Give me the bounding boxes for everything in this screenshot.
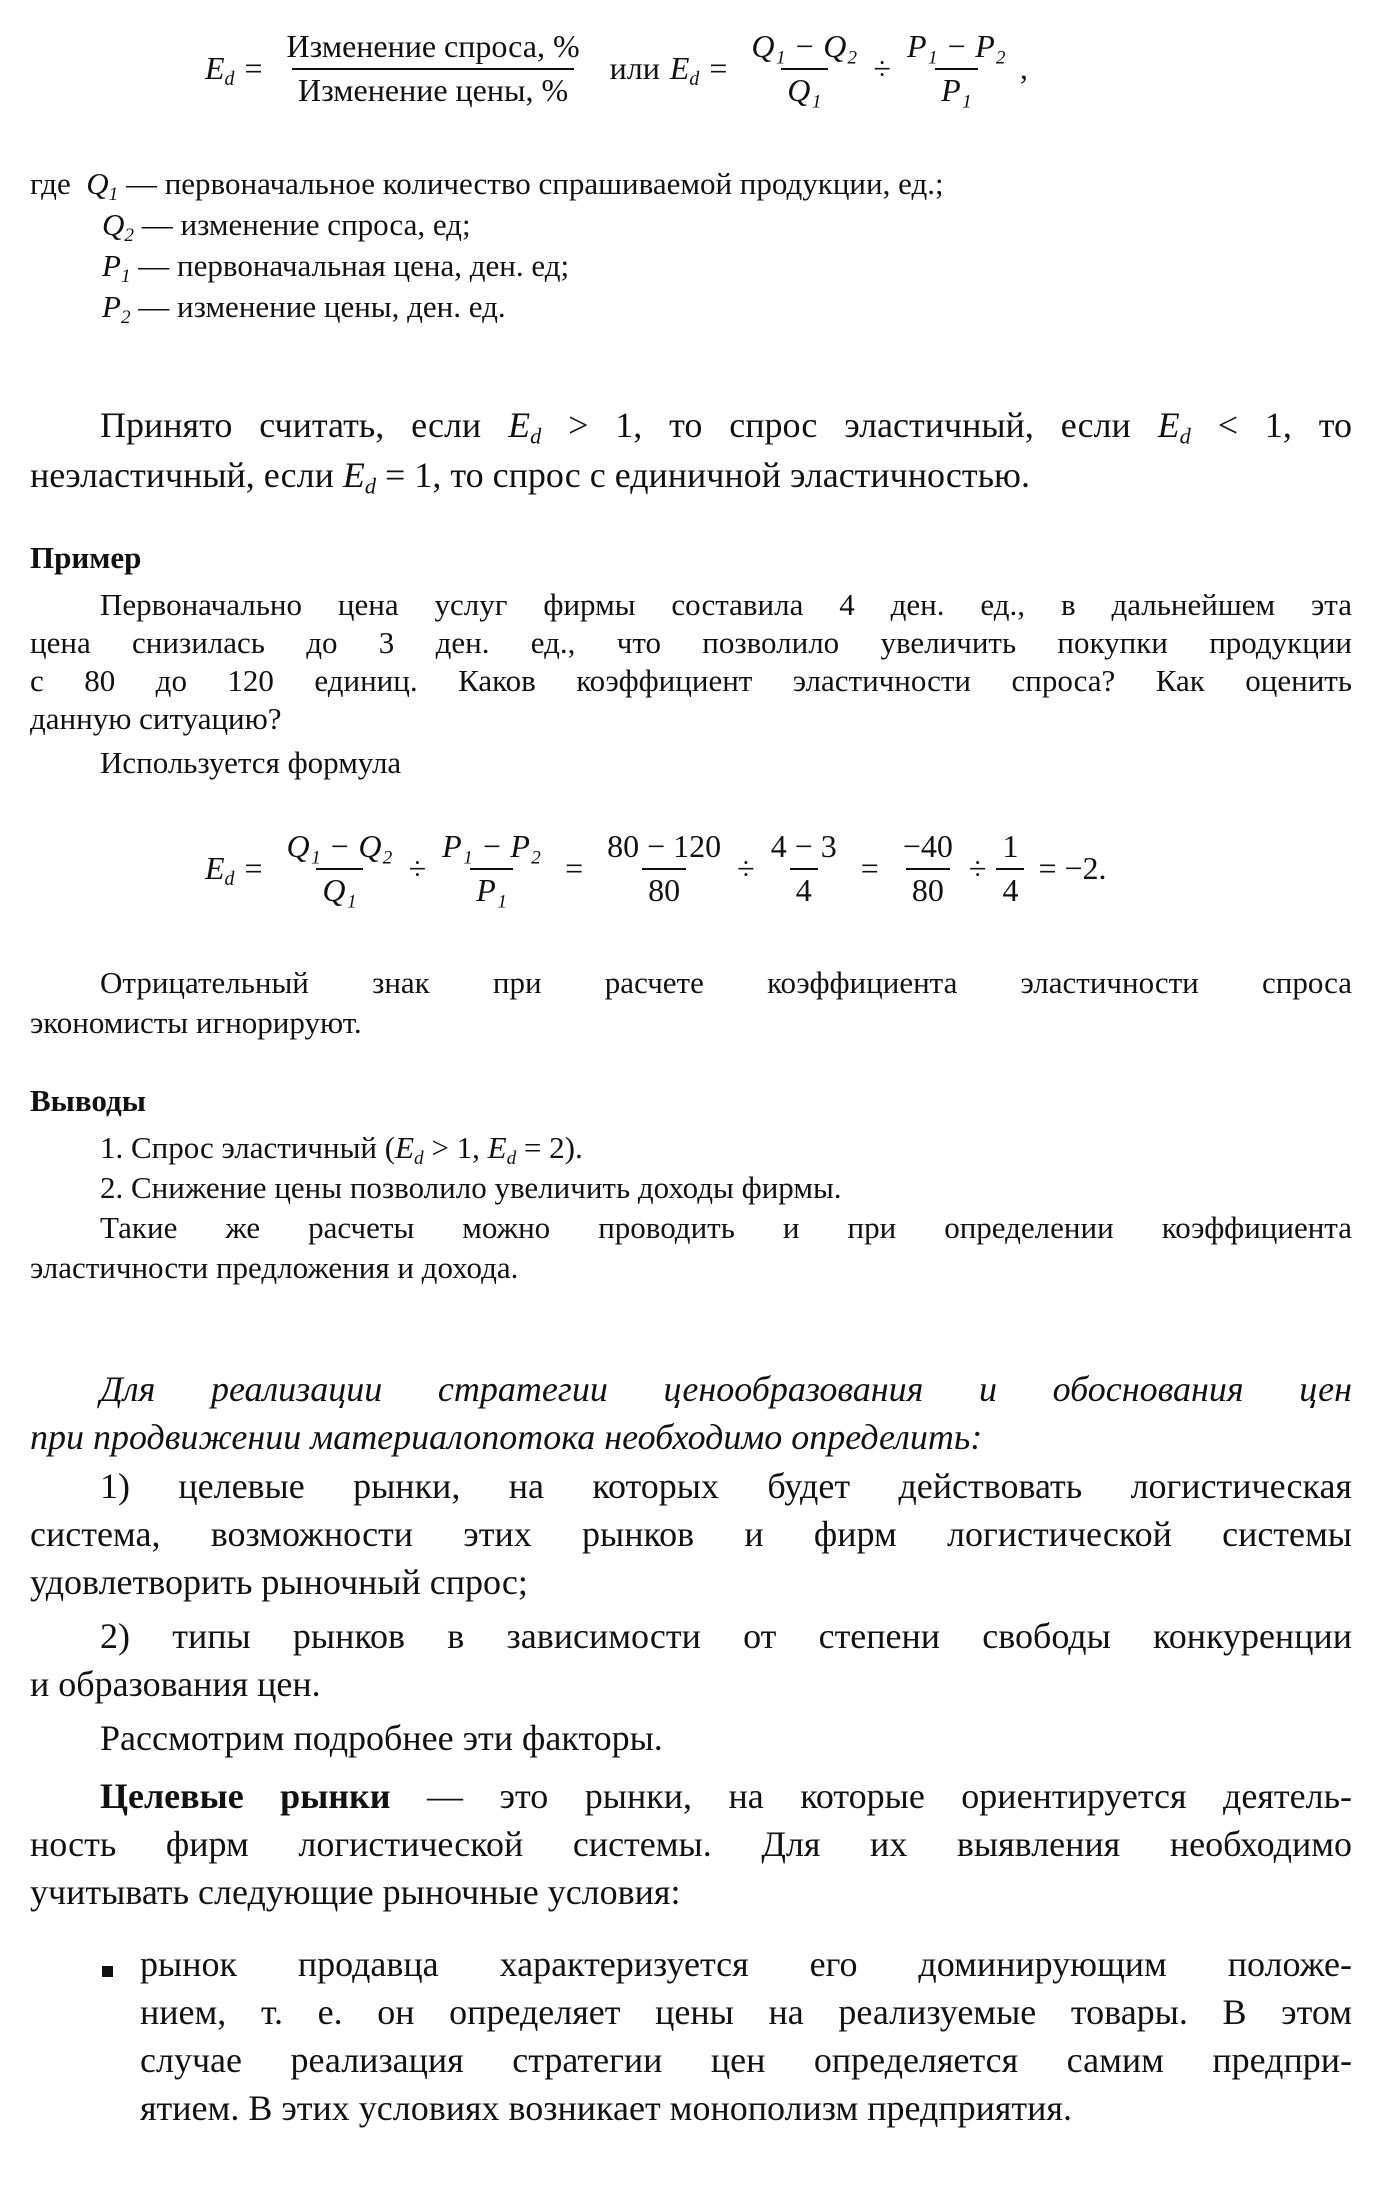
fraction-denominator: Q₁ [781,68,827,108]
formula-intro: Используется формула [100,745,402,780]
conclusions-list: 1. Спрос эластичный ($E_d > 1$, $E_d = 2$). 2. Снижение цены позволило увеличить доходы фирмы. Такие же расчеты можно проводить и при определении коэффициента эластичности предложения и дохода. [30,1130,1352,1285]
fraction-quarter: $\frac{1}{4}$ [996,830,1024,907]
fraction-values-quantity: $\frac{80 - 120}{80}$ [607,828,722,908]
legend-line-p2: $P_2$ — изменение цены, ден. ед. [102,289,506,328]
fraction-denominator: P₁ [935,68,978,108]
legend-line-p1: $P_1$ — первоначальная цена, ден. ед; [102,248,570,287]
consider-line: Рассмотрим подробнее эти факторы. [100,1718,663,1758]
formula-calculation: $E_d$ = $\frac{\text{Q₁ − Q₂}}{\text{Q₁}}$ ÷ $\frac{\text{P₁ − P₂}}{\text{P₁}}$ = $\frac{80 - 120}{80}$ ÷ $\frac{4 - 3}{4}$ = $\frac{-40}{80}$ ÷ $\frac{1}{4}$ = −2. [205,828,1107,908]
bullet-square-icon [102,1966,113,1977]
rule-line-2: неэластичный, если $E_d = 1$, то спрос с единичной эластичностью. [30,455,1030,499]
equals-sign-2: = [709,50,728,87]
conclusion-item-2: 2. Снижение цены позволило увеличить доходы фирмы. [100,1170,842,1205]
example-line: Первоначально цена услуг фирмы составила 4 ден. ед., в дальнейшем эта [100,587,1352,622]
fraction-numerator: Изменение спроса, % [286,28,580,64]
fraction-simplified: $\frac{-40}{80}$ [902,828,953,908]
fraction-numerator: Q₁ − Q₂ [751,28,858,64]
target-markets-term: Целевые рынки [100,1776,391,1816]
fraction-quantity [745,30,863,107]
formula-result: = −2. [1038,850,1107,887]
strategy-item-2: 2) типы рынков в зависимости от степени свободы конкуренции и образования цен. [30,1616,1352,1704]
example-heading: Пример [30,540,142,575]
fraction-q: $\frac{\text{Q₁ − Q₂}}{\text{Q₁}}$ [286,828,393,908]
target-markets-paragraph: Целевые рынки — это рынки, на которые ориентируется деятель- ность фирм логистической системы. Для их выявления необходимо учитывать следующие рыночные условия: [30,1776,1352,1912]
fraction-denominator: Изменение цены, % [292,68,574,108]
division-sign: ÷ [873,50,891,87]
example-line: цена снизилась до 3 ден. ед., что позволило увеличить покупки продукции [30,625,1352,660]
fraction-values-price: $\frac{4 - 3}{4}$ [770,828,837,908]
example-paragraph [30,586,1352,782]
conclusion-item-1: 1. Спрос эластичный ($E_d > 1$, $E_d = 2$). [100,1130,583,1169]
equals-sign: = [244,50,263,87]
legend-line-q1: где $Q_1$ — первоначальное количество спрашиваемой продукции, ед.; [30,166,944,205]
formula-comma: , [1019,50,1028,87]
example-line: данную ситуацию? [30,701,282,736]
fraction-numerator: P₁ − P₂ [906,28,1006,64]
or-word: или [609,50,660,87]
legend-line-q2: $Q_2$ — изменение спроса, ед; [102,207,471,246]
rule-line-1: Принято считать, если $E_d > 1$, то спрос эластичный, если $E_d < 1$, то [100,405,1352,449]
fraction-p: $\frac{\text{P₁ − P₂}}{\text{P₁}}$ [442,828,542,908]
bullet-seller-market: рынок продавца характеризуется его доминирующим положе- нием, т. е. он определяет цены на реализуемые товары. В этом случае реализация стратегии цен определяется самим предпри- ятием. В этих условиях возникает монополизм предприятия. [140,1944,1352,2128]
strategy-item-1: 1) целевые рынки, на которых будет действовать логистическая система, возможности этих рынков и фирм логистической системы удовлетворить рыночный спрос; [30,1466,1352,1602]
formula-elasticity-definition [205,30,1028,107]
example-line: с 80 до 120 единиц. Каков коэффициент эластичности спроса? Как оценить [30,663,1352,698]
fraction-price [901,30,1012,107]
formula-lhs-2: $E_d$ [669,50,700,91]
formula-lhs: $E_d$ [205,50,235,91]
conclusions-heading: Выводы [30,1083,146,1118]
variable-legend [30,163,944,327]
strategy-list [30,1462,1352,1916]
negative-sign-note: Отрицательный знак при расчете коэффициента эластичности спроса экономисты игнорируют. [30,965,1352,1040]
elasticity-rule-paragraph [30,400,1352,500]
strategy-intro: Для реализации стратегии ценообразования и обоснования цен при продвижении материалопотока необходимо определить: [30,1369,1352,1457]
fraction-percent [281,30,586,107]
